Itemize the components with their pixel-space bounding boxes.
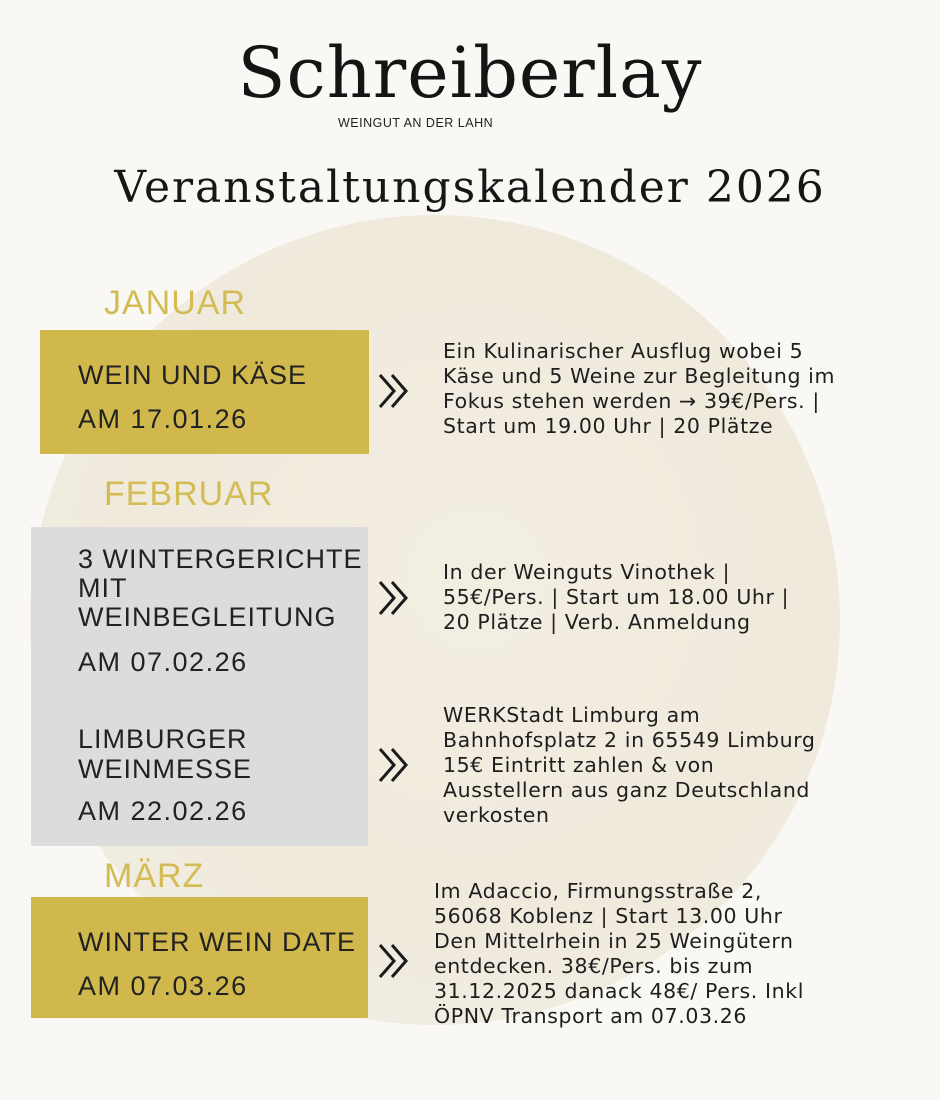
month-heading-february: FEBRUAR xyxy=(104,475,274,513)
event-card-wintergerichte xyxy=(31,527,368,686)
event-name: LIMBURGER WEINMESSE xyxy=(78,724,253,784)
event-description: In der Weinguts Vinothek | 55€/Pers. | Start um 18.00 Uhr | 20 Plätze | Verb. Anmeldung xyxy=(443,560,790,634)
event-description: Ein Kulinarischer Ausflug wobei 5 Käse und 5 Weine zur Begleitung im Fokus stehen werden → 39€/Pers. | Start um 19.00 Uhr | 20 Plätze xyxy=(443,339,836,438)
event-date: AM 07.03.26 xyxy=(78,971,248,1001)
brand-logo: Schreiberlay xyxy=(237,32,703,114)
event-date: AM 22.02.26 xyxy=(78,796,248,826)
brand-subtitle: WEINGUT AN DER LAHN xyxy=(338,116,494,130)
event-date: AM 07.02.26 xyxy=(78,647,248,677)
event-description: WERKStadt Limburg am Bahnhofsplatz 2 in 65549 Limburg 15€ Eintritt zahlen & von Ausstellern aus ganz Deutschland verkosten xyxy=(443,703,816,827)
chevron-right-icon xyxy=(376,743,416,787)
event-description: Im Adaccio, Firmungsstraße 2, 56068 Koblenz | Start 13.00 Uhr Den Mittelrhein in 25 Weingütern entdecken. 38€/Pers. bis zum 31.12.2025 danack 48€/ Pers. Inkl ÖPNV Transport am 07.03.26 xyxy=(434,879,805,1028)
chevron-right-icon xyxy=(376,576,416,620)
event-card-winter-wein-date xyxy=(31,897,368,1018)
chevron-right-icon xyxy=(376,369,416,413)
event-card-limburger-weinmesse xyxy=(31,686,368,846)
chevron-right-icon xyxy=(376,939,416,983)
month-heading-march: MÄRZ xyxy=(104,857,205,895)
event-card-wein-und-kaese xyxy=(40,330,369,454)
event-name: WINTER WEIN DATE xyxy=(78,927,356,957)
month-heading-january: JANUAR xyxy=(104,284,247,322)
event-name: 3 WINTERGERICHTE MIT WEINBEGLEITUNG xyxy=(78,544,363,632)
event-name: WEIN UND KÄSE xyxy=(78,360,308,390)
page-title: Veranstaltungskalender 2026 xyxy=(114,162,826,213)
event-date: AM 17.01.26 xyxy=(78,404,248,434)
